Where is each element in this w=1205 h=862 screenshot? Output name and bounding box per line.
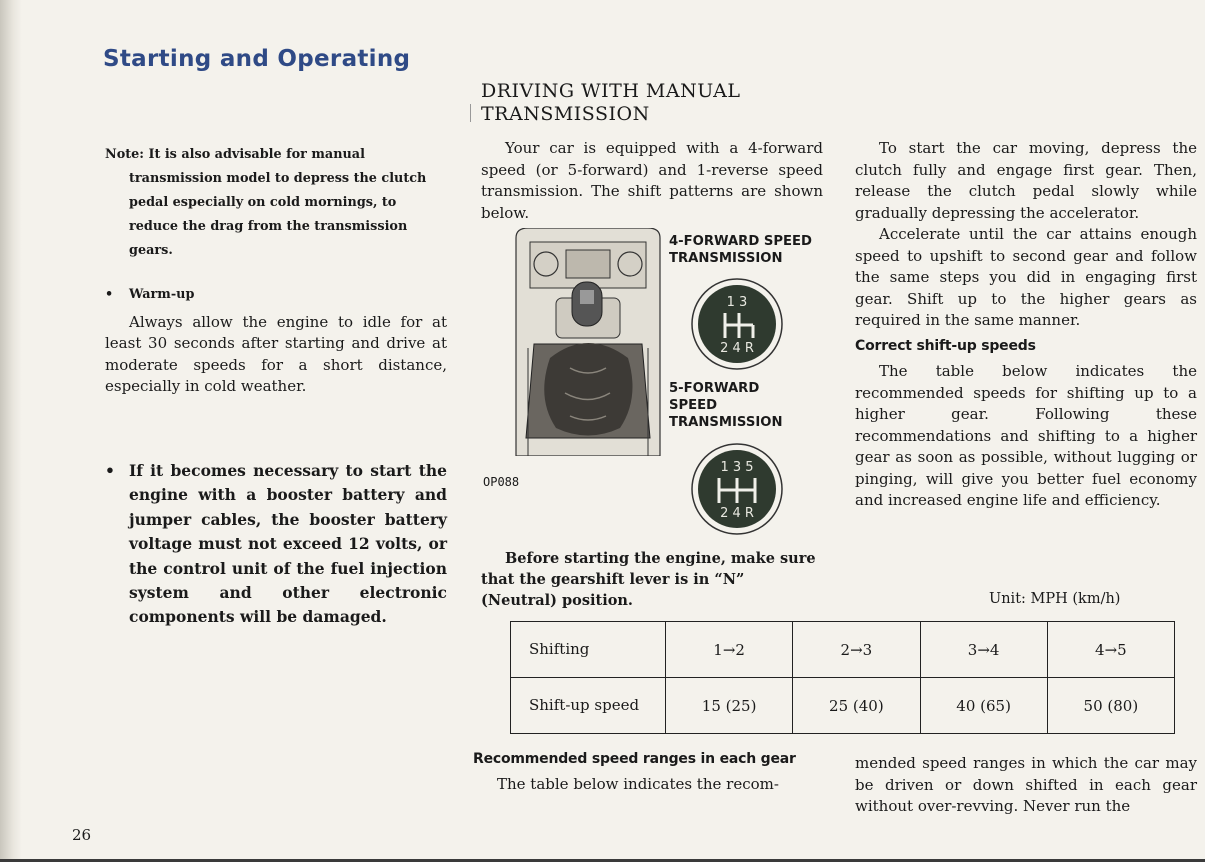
clutch-note bbox=[105, 143, 447, 263]
booster-row bbox=[105, 459, 447, 630]
shiftup-text: The table below indicates the recommended speeds for shifting up to a higher gear. Following these recommendations and shifting to a higher gear as soon as possible, without lugging or pinging, will give you better fuel economy and increased engine life and efficiency. bbox=[855, 362, 1197, 509]
start-moving-section bbox=[855, 138, 1197, 512]
bullet-icon: • bbox=[105, 461, 115, 480]
pattern-5-bottom: 2 4 R bbox=[720, 506, 754, 521]
page-binding-edge bbox=[0, 0, 22, 862]
warmup-label: Warm-up bbox=[129, 287, 195, 302]
table-cell: 25 (40) bbox=[793, 678, 920, 734]
continued-text: mended speed ranges in which the car may be driven or down shifted in each gear without over-revving. Never run the bbox=[855, 754, 1197, 815]
table-cell: Shifting bbox=[511, 622, 666, 678]
recommended-section bbox=[473, 748, 823, 796]
table-cell: 15 (25) bbox=[666, 678, 793, 734]
unit-label: Unit: MPH (km/h) bbox=[989, 591, 1121, 607]
table-cell: 3→4 bbox=[920, 622, 1047, 678]
booster-warning bbox=[105, 459, 447, 630]
warmup-label-row bbox=[105, 284, 447, 306]
caption-5-speed: 5-FORWARD SPEED TRANSMISSION bbox=[669, 381, 783, 430]
neutral-reminder bbox=[481, 548, 823, 611]
table-cell: 4→5 bbox=[1047, 622, 1174, 678]
main-heading: DRIVING WITH MANUAL TRANSMISSION bbox=[481, 80, 741, 125]
table-cell: 2→3 bbox=[793, 622, 920, 678]
shift-lever-illustration bbox=[510, 228, 666, 456]
shift-pattern-4-speed-icon bbox=[689, 276, 801, 372]
recommended-text: The table below indicates the recom- bbox=[497, 775, 779, 793]
figure-code: OP088 bbox=[483, 475, 520, 489]
table-row bbox=[511, 622, 1175, 678]
page-number: 26 bbox=[72, 826, 92, 844]
heading-divider bbox=[470, 104, 471, 122]
transmission-intro bbox=[481, 138, 823, 224]
table-cell: 1→2 bbox=[666, 622, 793, 678]
shift-pattern-5-speed-icon bbox=[689, 441, 801, 537]
warmup-section bbox=[105, 284, 447, 398]
section-title: Starting and Operating bbox=[103, 46, 411, 72]
recommended-heading: Recommended speed ranges in each gear bbox=[473, 751, 796, 767]
table-cell: 50 (80) bbox=[1047, 678, 1174, 734]
pattern-5-top: 1 3 5 bbox=[720, 460, 754, 475]
accelerate-text: Accelerate until the car attains enough speed to upshift to second gear and follow the same steps you did in engaging first gear. Shift up to the higher gears as required in the same manner. bbox=[855, 225, 1197, 329]
intro-text: Your car is equipped with a 4-forward speed (or 5-forward) and 1-reverse speed transmission. The shift patterns are shown below. bbox=[481, 139, 823, 222]
shift-up-speed-table bbox=[510, 621, 1175, 734]
neutral-reminder-text: Before starting the engine, make sure that the gearshift lever is in “N” (Neutral) position. bbox=[481, 550, 816, 609]
bullet-icon: • bbox=[105, 287, 114, 302]
table-cell: 40 (65) bbox=[920, 678, 1047, 734]
table-cell: Shift-up speed bbox=[511, 678, 666, 734]
table-row bbox=[511, 678, 1175, 734]
warmup-text: Always allow the engine to idle for at least 30 seconds after starting and drive at moderate speeds for a short distance, especially in cold weather. bbox=[105, 312, 447, 395]
pattern-4-top: 1 3 bbox=[726, 295, 748, 310]
continued-section bbox=[855, 753, 1197, 818]
clutch-note-text: Note: It is also advisable for manual transmission model to depress the clutch pedal especially on cold mornings, to reduce the drag from the transmission gears. bbox=[105, 147, 427, 258]
pattern-4-bottom: 2 4 R bbox=[720, 341, 754, 356]
booster-text: If it becomes necessary to start the engine with a booster battery and jumper cables, the booster battery voltage must not exceed 12 volts, or the control unit of the fuel injection system and other electronic components will be damaged. bbox=[129, 461, 447, 627]
caption-4-speed: 4-FORWARD SPEED TRANSMISSION bbox=[669, 234, 813, 266]
shiftup-heading: Correct shift-up speeds bbox=[855, 337, 1036, 354]
start-moving-text: To start the car moving, depress the clutch fully and engage first gear. Then, release the clutch pedal slowly while gradually depressing the accelerator. bbox=[855, 139, 1197, 222]
